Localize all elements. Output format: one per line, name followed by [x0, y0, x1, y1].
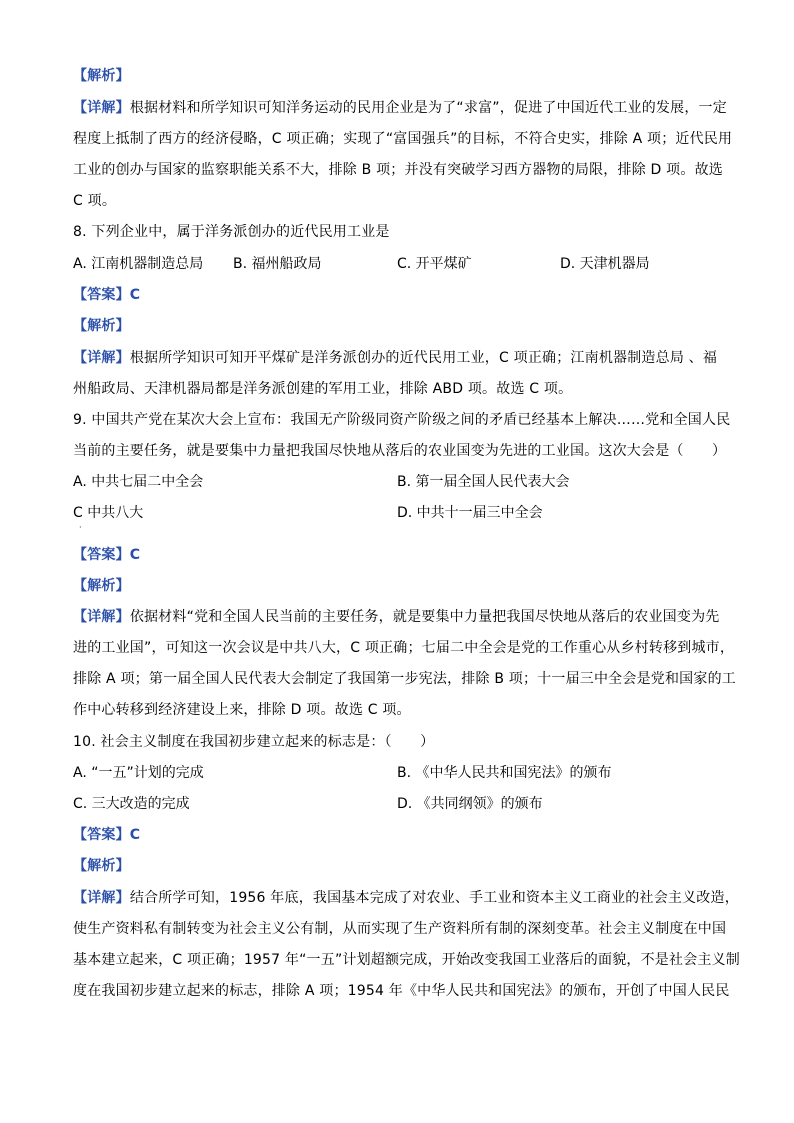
option-d: D. 中共十一届三中全会: [397, 505, 543, 521]
question-10-options-row1: [73, 763, 723, 783]
question-10-options-row2: [73, 794, 723, 814]
detail-line: [73, 98, 727, 118]
detail-line: [73, 348, 723, 368]
detail-line: 作中心转移到经济建设上来，排除 D 项。故选 C 项。: [73, 702, 411, 718]
answer: 【答案】C: [73, 287, 141, 303]
option-b: B. 第一届全国人民代表大会: [397, 474, 570, 490]
detail-text: 根据材料和所学知识可知洋务运动的民用企业是为了“求富”，促进了中国近代工业的发展，一定: [129, 100, 727, 116]
detail-line: C 项。: [73, 193, 117, 209]
detail-line: 程度上抵制了西方的经济侵略，C 项正确；实现了“富国强兵”的目标，不符合史实，排除 A 项；近代民用: [73, 131, 733, 147]
option-d: D. 《共同纲领》的颁布: [397, 796, 543, 812]
detail-line: 使生产资料私有制转变为社会主义公有制，从而实现了生产资料所有制的深刻变革。社会主义制度在中国: [73, 921, 727, 937]
detail-line: [73, 888, 739, 908]
detail-text: 结合所学可知，1956 年底，我国基本完成了对农业、手工业和资本主义工商业的社会主义改造，: [129, 890, 739, 906]
section-label-jiexi: 【解析】: [73, 858, 130, 874]
question-8-options: [73, 254, 723, 274]
question-9-options-row2: [73, 503, 723, 523]
section-label-jiexi: 【解析】: [73, 68, 130, 84]
detail-label: 【详解】: [73, 350, 130, 366]
option-b: B. 《中华人民共和国宪法》的颁布: [397, 765, 612, 781]
option-a: A. “一五”计划的完成: [73, 765, 204, 781]
section-label-jiexi: 【解析】: [73, 578, 130, 594]
question-9: 9. 中国共产党在某次大会上宣布：我国无产阶级同资产阶级之间的矛盾已经基本上解决……党和全国人民: [73, 412, 731, 428]
option-b: B. 福州船政局: [233, 256, 322, 272]
detail-label: 【详解】: [73, 609, 130, 625]
detail-line: 基本建立起来，C 项正确；1957 年“一五”计划超额完成，开始改变我国工业落后的面貌，不是社会主义制: [73, 952, 741, 968]
detail-line: 排除 A 项；第一届全国人民代表大会制定了我国第一步宪法，排除 B 项；十一届三中全会是党和国家的工: [73, 671, 736, 687]
section-label-jiexi: 【解析】: [73, 318, 130, 334]
detail-text: 根据所学知识可知开平煤矿是洋务派创办的近代民用工业，C 项正确；江南机器制造总局 、福: [129, 350, 718, 366]
option-d: D. 天津机器局: [560, 256, 650, 272]
detail-line: [73, 607, 723, 627]
option-c: C. 三大改造的完成: [73, 796, 190, 812]
detail-line: 度在我国初步建立起来的标志，排除 A 项；1954 年《中华人民共和国宪法》的颁布，开创了中国人民民: [73, 983, 730, 999]
option-a: A. 江南机器制造总局: [73, 256, 204, 272]
detail-line: 进的工业国”，可知这一次会议是中共八大，C 项正确；七届二中全会是党的工作重心从乡村转移到城市，: [73, 640, 735, 656]
question-8: 8. 下列企业中，属于洋务派创办的近代民用工业是: [73, 224, 390, 240]
option-c: C 中共八大: [73, 505, 144, 521]
detail-label: 【详解】: [73, 890, 130, 906]
detail-text: 依据材料“党和全国人民当前的主要任务，就是要集中力量把我国尽快地从落后的农业国变为先: [129, 609, 720, 625]
question-9-options-row1: [73, 472, 723, 492]
detail-line: 工业的创办与国家的监察职能关系不大，排除 B 项；并没有突破学习西方器物的局限，排除 D 项。故选: [73, 162, 723, 178]
detail-line: 州船政局、天津机器局都是洋务派创建的军用工业，排除 ABD 项。故选 C 项。: [73, 381, 573, 397]
option-c: C. 开平煤矿: [397, 256, 472, 272]
stray-dot: ·: [79, 523, 82, 532]
answer: 【答案】C: [73, 827, 141, 843]
detail-label: 【详解】: [73, 100, 130, 116]
question-10: 10. 社会主义制度在我国初步建立起来的标志是：（ ）: [73, 734, 435, 750]
option-a: A. 中共七届二中全会: [73, 474, 204, 490]
answer: 【答案】C: [73, 547, 141, 563]
question-9-cont: 当前的主要任务，就是要集中力量把我国尽快地从落后的农业国变为先进的工业国。这次大会是（ ）: [73, 443, 727, 459]
